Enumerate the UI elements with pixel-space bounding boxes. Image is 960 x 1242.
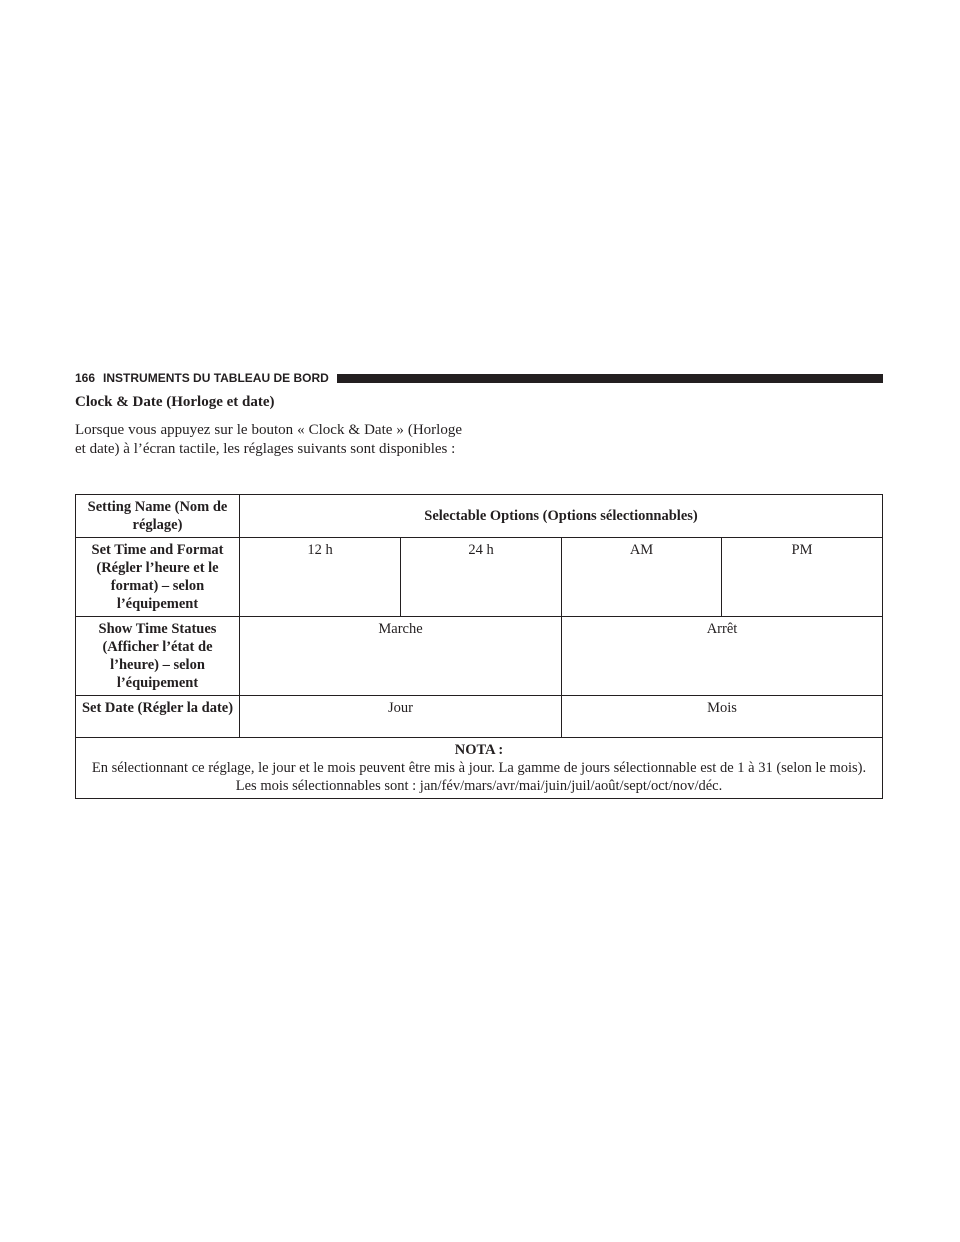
option-cell: Jour [240, 696, 562, 738]
option-cell: 24 h [401, 538, 562, 617]
note-cell [76, 738, 883, 799]
intro-paragraph: Lorsque vous appuyez sur le bouton « Clock & Date » (Horloge et date) à l’écran tactile, les réglages suivants sont disponibles : [75, 422, 462, 457]
subheading: Clock & Date (Horloge et date) [75, 394, 275, 410]
header-rule [337, 374, 883, 383]
option-cell: Mois [562, 696, 883, 738]
section-title: INSTRUMENTS DU TABLEAU DE BORD [103, 371, 329, 385]
page-header [75, 370, 883, 386]
table-row [76, 696, 883, 738]
note-row [76, 738, 883, 799]
page-number: 166 [75, 371, 96, 385]
option-cell: AM [562, 538, 722, 617]
note-text: En sélectionnant ce réglage, le jour et le mois peuvent être mis à jour. La gamme de jours sélectionnable est de 1 à 31 (selon le mois). Les mois sélectionnables sont : jan/fév/mars/avr/mai/juin/juil/août/sept/oct/nov/déc. [91, 760, 867, 794]
note-label: NOTA : [454, 742, 504, 758]
option-cell: 12 h [240, 538, 401, 617]
option-cell: PM [722, 538, 883, 617]
settings-table [75, 494, 883, 799]
setting-name: Set Date (Régler la date) [76, 696, 240, 738]
setting-name: Show Time Statues (Afficher l’état de l’heure) – selon l’équipement [76, 617, 240, 696]
col-header-options: Selectable Options (Options sélectionnables) [240, 495, 883, 538]
option-cell: Arrêt [562, 617, 883, 696]
option-cell: Marche [240, 617, 562, 696]
table-row [76, 538, 883, 617]
col-header-setting: Setting Name (Nom de réglage) [76, 495, 240, 538]
table-header-row [76, 495, 883, 538]
table-row [76, 617, 883, 696]
setting-name: Set Time and Format (Régler l’heure et le format) – selon l’équipement [76, 538, 240, 617]
